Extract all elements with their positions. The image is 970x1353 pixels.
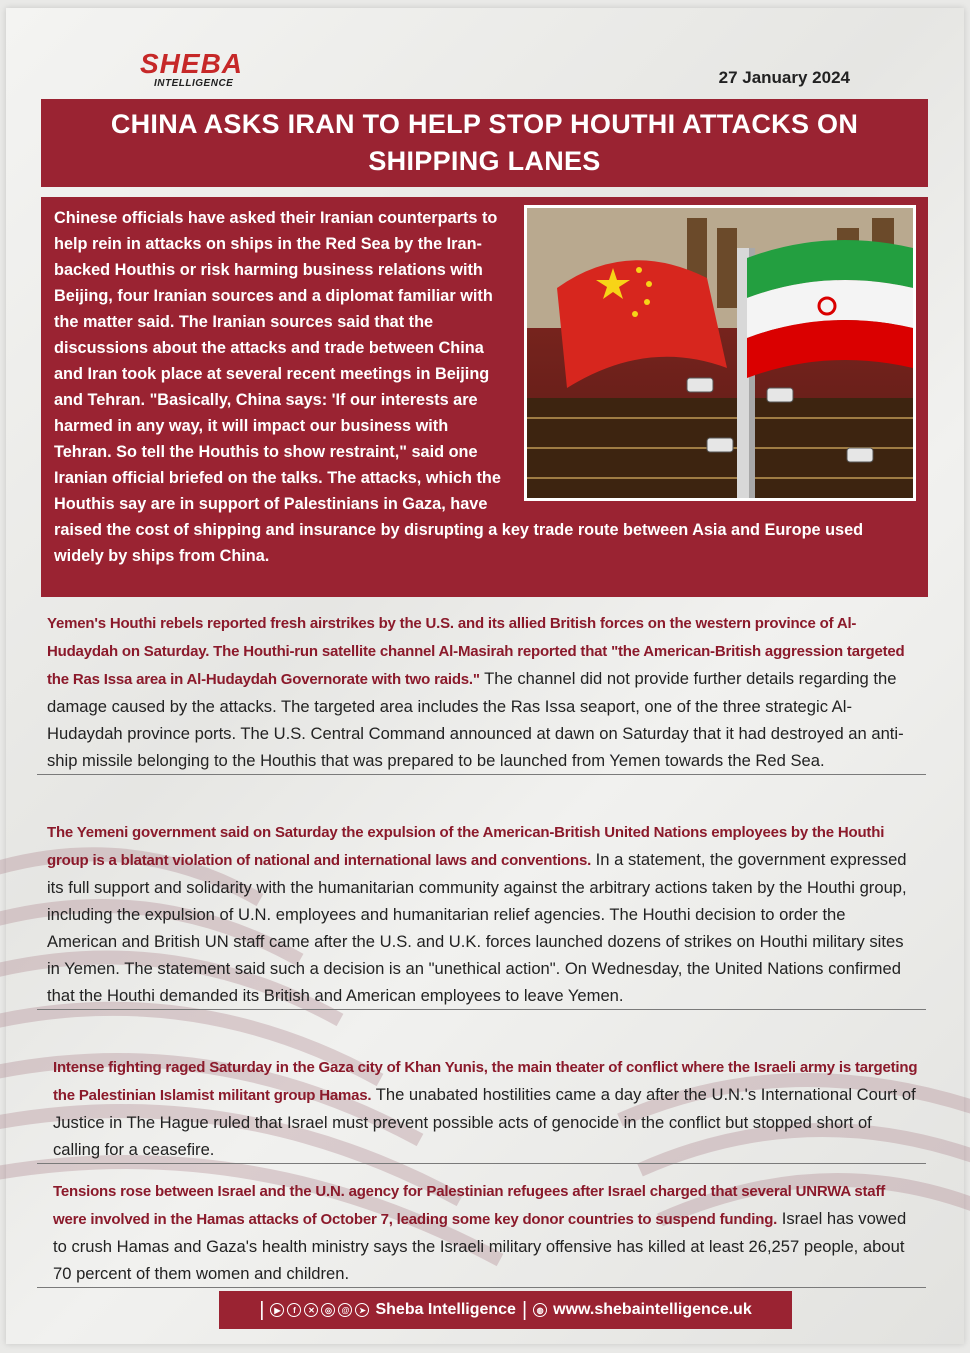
lead-text-block <box>54 205 916 569</box>
website-link[interactable]: www.shebaintelligence.uk <box>553 1301 752 1318</box>
article-3-body: The unabated hostilities came a day after the U.N.'s International Court of Justice in The Hague ruled that Israel must prevent possible acts of genocide in the conflict but stopped short of calling for a ceasefire. <box>53 1085 916 1159</box>
article-3-text <box>37 1053 926 1164</box>
lead-section <box>41 197 928 597</box>
logo-sub-text: INTELLIGENCE <box>154 78 234 89</box>
flags-photo <box>524 205 916 501</box>
article-2-headline: The Yemeni government said on Saturday the expulsion of the American-British United Nations employees by the Houthi group is a blatant violation of national and international laws and conventions. <box>47 824 885 869</box>
youtube-icon[interactable]: ▶ <box>270 1303 284 1317</box>
page-title: CHINA ASKS IRAN TO HELP STOP HOUTHI ATTACKS ON SHIPPING LANES <box>110 109 859 176</box>
title-banner <box>41 99 928 187</box>
telegram-icon[interactable]: ➤ <box>355 1303 369 1317</box>
article-4 <box>37 1177 926 1288</box>
article-1-text <box>37 609 926 775</box>
article-1-body: The channel did not provide further details regarding the damage caused by the attacks. The targeted area includes the Ras Issa seaport, one of the three strategic Al-Hudaydah province ports. The U.S. Central Command announced at dawn on Saturday that it had destroyed an anti-ship missile belonging to the Houthis that was prepared to be launched from Yemen towards the Red Sea. <box>47 669 904 770</box>
article-4-headline: Tensions rose between Israel and the U.N. agency for Palestinian refugees after Israel charged that several UNRWA staff were involved in the Hamas attacks of October 7, leading some key donor countries to suspend funding. <box>53 1183 886 1228</box>
lead-paragraph: Chinese officials have asked their Iranian counterparts to help rein in attacks on ships in the Red Sea by the Iran-backed Houthis or risk harming business relations with Beijing, four Iranian sources and a diplomat familiar with the matter said. The Iranian sources said that the discussions about the attacks and trade between China and Iran took place at several recent meetings in Beijing and Tehran. "Basically, China says: 'If our interests are harmed in any way, it will impact our business with Tehran. So tell the Houthis to show restraint," said one Iranian official briefed on the talks. The attacks, which the Houthis say are in support of Palestinians in Gaza, have raised the cost of shipping and insurance by disrupting a key trade route between Asia and Europe used widely by ships from China. <box>54 209 864 565</box>
threads-icon[interactable]: @ <box>338 1303 352 1317</box>
article-2-body: In a statement, the government expressed its full support and solidarity with the humanitarian community against the arbitrary actions taken by the Houthi group, including the expulsion of U.N. employees and humanitarian relief agencies. The Houthi decision to order the American and British UN staff came after the U.S. and U.K. forces launched dozens of strikes on Houthi military sites in Yemen. The statement said such a decision is an "unethical action". On Wednesday, the United Nations confirmed that the Houthi demanded its British and American employees to leave Yemen. <box>47 850 907 1005</box>
x-icon[interactable]: ✕ <box>304 1303 318 1317</box>
article-1-headline: Yemen's Houthi rebels reported fresh airstrikes by the U.S. and its allied British forces on the western province of Al-Hudaydah on Saturday. The Houthi-run satellite channel Al-Masirah reported that "the American-British aggression targeted the Ras Issa area in Al-Hudaydah Governorate with two raids." <box>47 615 905 688</box>
article-1 <box>37 609 926 775</box>
article-4-text <box>37 1177 926 1288</box>
instagram-icon[interactable]: ◎ <box>321 1303 335 1317</box>
article-2-text <box>37 818 926 1010</box>
brand-logo <box>140 50 243 89</box>
social-icons <box>270 1303 369 1317</box>
footer-bar: | ▶ f ✕ ◎ @ ➤ Sheba Intelligence | ◍ www.shebaintelligence.uk <box>219 1291 792 1329</box>
logo-main-text: SHEBA <box>140 48 244 79</box>
publication-date: 27 January 2024 <box>718 68 850 87</box>
article-3 <box>37 1053 926 1164</box>
social-name[interactable]: Sheba Intelligence <box>375 1301 516 1318</box>
article-3-headline: Intense fighting raged Saturday in the Gaza city of Khan Yunis, the main theater of conflict where the Israeli army is targeting the Palestinian Islamist militant group Hamas. <box>53 1059 918 1104</box>
article-4-body: Israel has vowed to crush Hamas and Gaza's health ministry says the Israeli military offensive has killed at least 26,257 people, about 70 percent of them women and children. <box>53 1209 907 1283</box>
facebook-icon[interactable]: f <box>287 1303 301 1317</box>
globe-icon: ◍ <box>533 1303 547 1317</box>
article-2 <box>37 818 926 1010</box>
